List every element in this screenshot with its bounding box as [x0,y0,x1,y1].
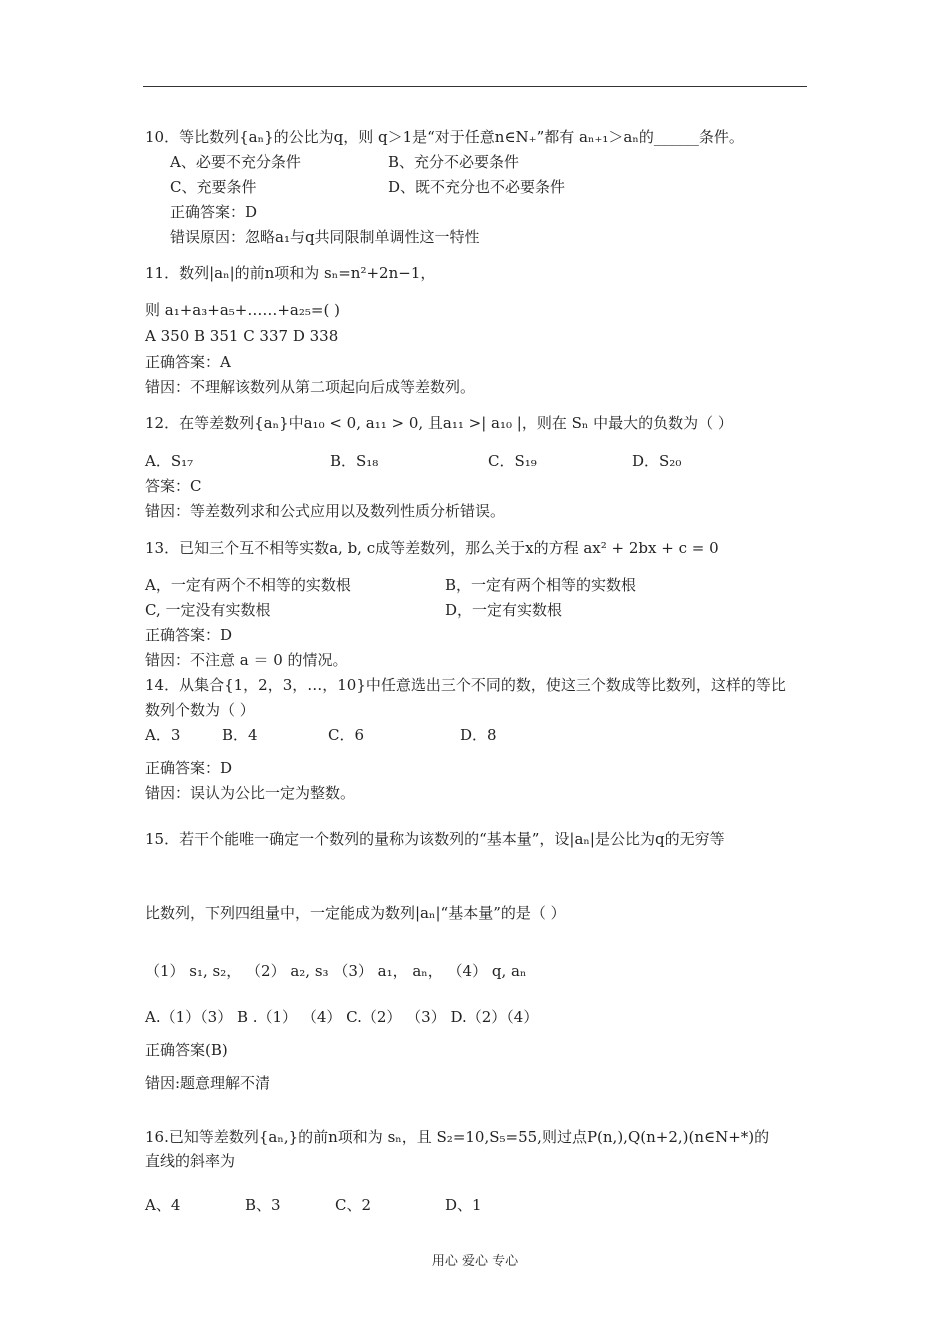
q16-option-c: C、2 [335,1196,372,1214]
q13-stem: 13．已知三个互不相等实数a, b, c成等差数列，那么关于x的方程 ax² + 2bx + c = 0 [145,539,719,557]
q15-reason: 错因:题意理解不清 [145,1074,271,1092]
q11-stem: 11．数列|aₙ|的前n项和为 sₙ=n²+2n−1， [145,264,436,282]
q16-option-b: B、3 [245,1196,281,1214]
q14-reason: 错因：误认为公比一定为整数。 [145,784,356,802]
header-rule [143,86,807,87]
q10-option-c: C、充要条件 [170,178,257,196]
q16-stem-line2: 直线的斜率为 [145,1152,236,1170]
q12-answer: 答案：C [145,477,202,495]
q14-option-b: B．4 [222,726,258,744]
q16-stem-line1: 16.已知等差数列{aₙ,}的前n项和为 sₙ，且 S₂=10,S₅=55,则过点P(n,),Q(n+2,)(n∈N+*)的 [145,1128,770,1146]
q16-option-d: D、1 [445,1196,482,1214]
q13-option-c: C, 一定没有实数根 [145,601,271,619]
q13-option-d: D，一定有实数根 [445,601,563,619]
q13-option-b: B，一定有两个相等的实数根 [445,576,637,594]
q10-option-b: B、充分不必要条件 [388,153,520,171]
q10-option-a: A、必要不充分条件 [170,153,301,171]
q10-stem: 10．等比数列{aₙ}的公比为q，则 q＞1是“对于任意n∈N₊”都有 aₙ₊₁＞aₙ的______条件。 [145,128,744,146]
q10-answer: 正确答案：D [170,203,258,221]
q12-option-a: A．S₁₇ [145,452,194,470]
q12-stem: 12．在等差数列{aₙ}中a₁₀ < 0, a₁₁ > 0, 且a₁₁ >| a₁₀ |，则在 Sₙ 中最大的负数为（ ） [145,414,733,432]
q12-option-c: C．S₁₉ [488,452,537,470]
q14-option-a: A．3 [145,726,181,744]
q16-option-a: A、4 [145,1196,181,1214]
q11-reason: 错因：不理解该数列从第二项起向后成等差数列。 [145,378,476,396]
q15-stem-line2: 比数列，下列四组量中，一定能成为数列|aₙ|“基本量”的是（ ） [145,904,566,922]
q13-option-a: A，一定有两个不相等的实数根 [145,576,351,594]
q11-answer: 正确答案：A [145,353,231,371]
q10-reason: 错误原因：忽略a₁与q共同限制单调性这一特性 [170,228,480,246]
q15-answer: 正确答案(B) [145,1041,228,1059]
q12-option-d: D．S₂₀ [632,452,682,470]
q14-stem-line1: 14．从集合{1，2，3，…，10}中任意选出三个不同的数，使这三个数成等比数列，这样的等比 [145,676,786,694]
q15-stem-line1: 15．若干个能唯一确定一个数列的量称为该数列的“基本量”，设|aₙ|是公比为q的无穷等 [145,830,725,848]
q14-stem-line2: 数列个数为（ ） [145,701,255,719]
q15-options: A.（1）（3） B .（1） （4） C.（2） （3） D.（2）（4） [145,1008,539,1026]
q14-answer: 正确答案：D [145,759,233,777]
q11-sum-expression: 则 a₁+a₃+a₅+……+a₂₅=( ) [145,301,340,319]
q15-quantity-groups: （1） s₁, s₂， （2） a₂, s₃ （3） a₁， aₙ， （4） q, aₙ [145,962,527,980]
q13-reason: 错因：不注意 a ＝ 0 的情况。 [145,651,348,669]
q12-reason: 错因：等差数列求和公式应用以及数列性质分析错误。 [145,502,506,520]
q10-option-d: D、既不充分也不必要条件 [388,178,566,196]
q12-option-b: B．S₁₈ [330,452,379,470]
q14-option-c: C．6 [328,726,365,744]
q13-answer: 正确答案：D [145,626,233,644]
q14-option-d: D．8 [460,726,497,744]
q11-options: A 350 B 351 C 337 D 338 [145,327,339,345]
page-footer: 用心 爱心 专心 [431,1254,519,1269]
